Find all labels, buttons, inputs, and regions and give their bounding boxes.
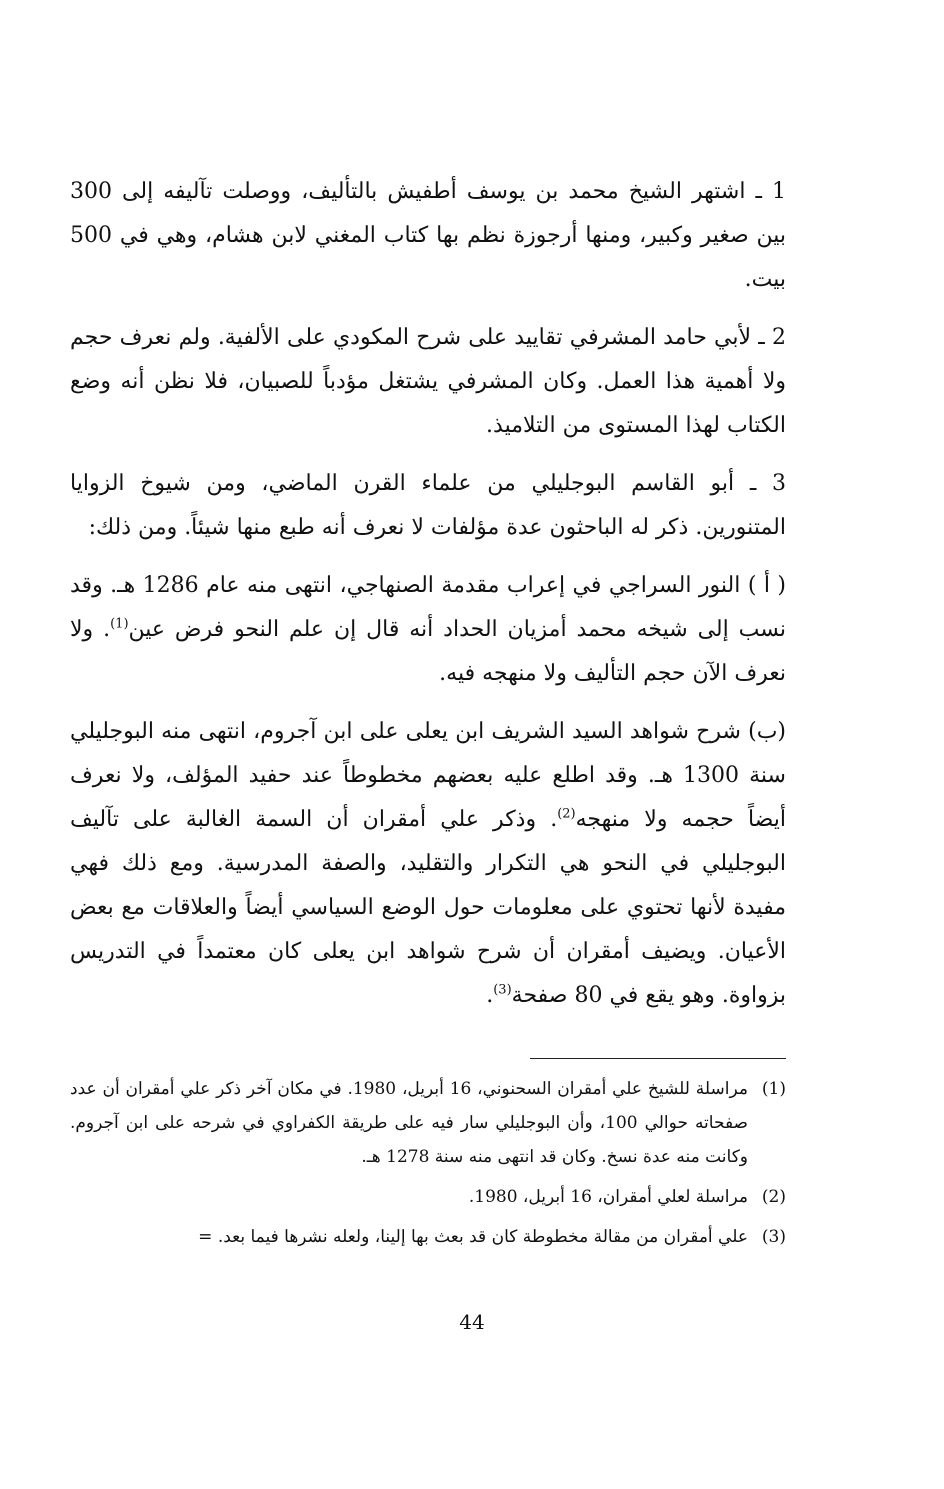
paragraph-5-text-c: . bbox=[486, 983, 494, 1008]
paragraph-5-text-b: . وذكر علي أمقران أن السمة الغالبة على تآليف البوجليلي في النحو هي التكرار والتقليد، والصفة المدرسية. ومع ذلك فهي مفيدة لأنها تحتوي على معلومات حول الوضع السياسي أيضاً والعلاقات مع بعض الأعيان. ويضيف أمقران أن شرح شواهد ابن يعلى كان معتمداً في التدريس بزواوة. وهو يقع في 80 صفحة bbox=[70, 807, 786, 1008]
footnote-1-number: (1) bbox=[761, 1079, 786, 1099]
footnote-1 bbox=[70, 1072, 786, 1174]
paragraph-2-text: 2 ـ لأبي حامد المشرفي تقاييد على شرح المكودي على الألفية. ولم نعرف حجم ولا أهمية هذا العمل. وكان المشرفي يشتغل مؤدباً للصبيان، فلا نظن أنه وضع الكتاب لهذا المستوى من التلاميذ. bbox=[70, 325, 786, 438]
paragraph-4-text-b: . ولا نعرف الآن حجم التأليف ولا منهجه فيه. bbox=[70, 617, 786, 686]
paragraph-5-text-a: (ب) شرح شواهد السيد الشريف ابن يعلى على ابن آجروم، انتهى منه البوجليلي سنة 1300 هـ. وقد اطلع عليه بعضهم مخطوطاً عند حفيد المؤلف، ولا نعرف أيضاً حجمه ولا منهجه bbox=[70, 719, 786, 832]
paragraph-5 bbox=[70, 710, 786, 1018]
footnote-2 bbox=[70, 1180, 786, 1214]
footnote-2-text: مراسلة لعلي أمقران، 16 أبريل، 1980. bbox=[468, 1187, 748, 1207]
paragraph-2 bbox=[70, 316, 786, 448]
footnote-2-number: (2) bbox=[761, 1187, 786, 1207]
footnote-3-number: (3) bbox=[761, 1227, 786, 1247]
page-number: 44 bbox=[459, 1310, 485, 1334]
footnote-1-text: مراسلة للشيخ علي أمقران السحنوني، 16 أبريل، 1980. في مكان آخر ذكر علي أمقران أن عدد صفحاته حوالي 100، وأن البوجليلي سار فيه على طريقة الكفراوي في شرحه على ابن آجروم. وكانت منه عدة نسخ. وكان قد انتهى منه سنة 1278 هـ. bbox=[70, 1079, 748, 1167]
footnote-ref-3[interactable]: (3) bbox=[493, 982, 512, 998]
footnote-ref-2[interactable]: (2) bbox=[557, 806, 576, 822]
main-text bbox=[70, 170, 786, 1032]
footnote-3-text: علي أمقران من مقالة مخطوطة كان قد بعث بها إلينا، ولعله نشرها فيما بعد. = bbox=[198, 1227, 748, 1247]
paragraph-4 bbox=[70, 564, 786, 696]
paragraph-3 bbox=[70, 462, 786, 550]
footnote-ref-1[interactable]: (1) bbox=[110, 616, 129, 632]
paragraph-4-text-a: ( أ ) النور السراجي في إعراب مقدمة الصنهاجي، انتهى منه عام 1286 هـ. وقد نسب إلى شيخه محمد أمزيان الحداد أنه قال إن علم النحو فرض عين bbox=[70, 573, 787, 642]
paragraph-3-text: 3 ـ أبو القاسم البوجليلي من علماء القرن الماضي، ومن شيوخ الزوايا المتنورين. ذكر له الباحثون عدة مؤلفات لا نعرف أنه طبع منها شيئاً. ومن ذلك: bbox=[70, 471, 786, 540]
footnotes bbox=[70, 1072, 786, 1260]
footnote-divider bbox=[530, 1058, 786, 1059]
paragraph-1 bbox=[70, 170, 786, 302]
paragraph-1-text: 1 ـ اشتهر الشيخ محمد بن يوسف أطفيش بالتأليف، ووصلت تآليفه إلى 300 بين صغير وكبير، ومنها أرجوزة نظم بها كتاب المغني لابن هشام، وهي في 500 بيت. bbox=[70, 179, 786, 292]
footnote-3 bbox=[70, 1220, 786, 1254]
